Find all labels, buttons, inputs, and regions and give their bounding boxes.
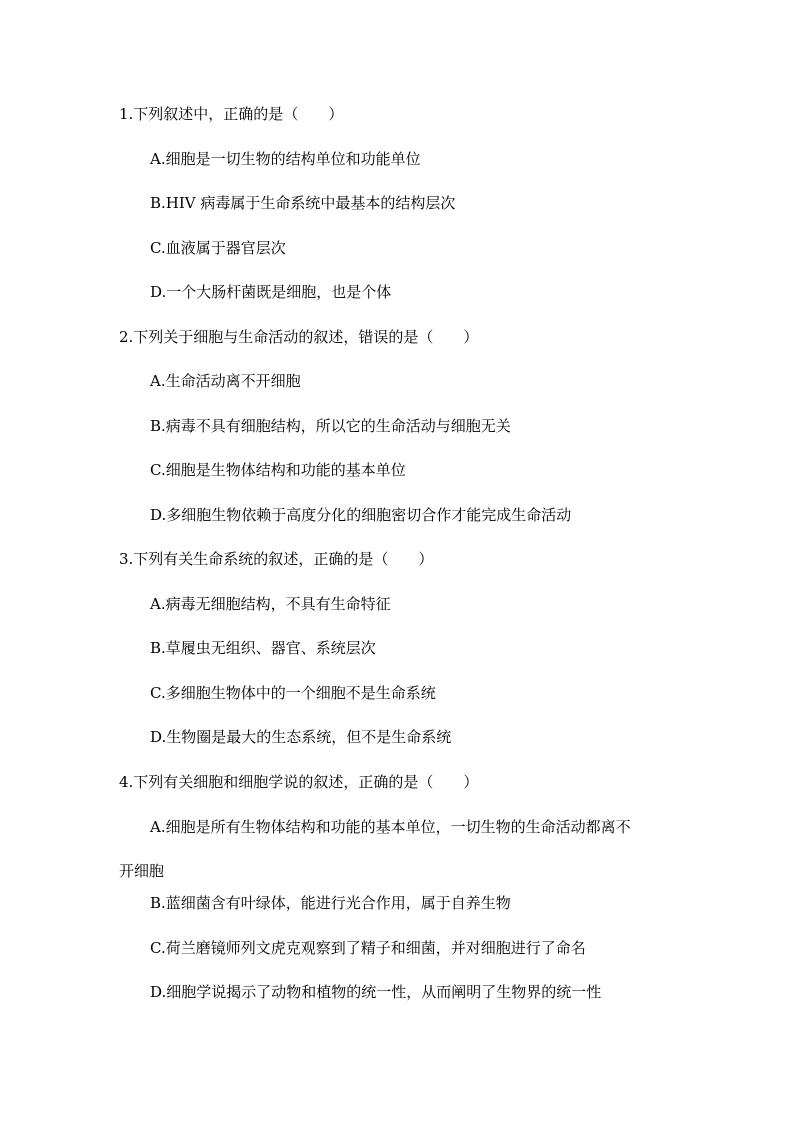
- question-1-option-c: C.血液属于器官层次: [150, 239, 286, 257]
- question-4-option-b: B.蓝细菌含有叶绿体，能进行光合作用，属于自养生物: [150, 894, 511, 912]
- question-3-stem: 3.下列有关生命系统的叙述，正确的是（ ）: [119, 550, 434, 568]
- question-2-option-a: A.生命活动离不开细胞: [150, 372, 301, 390]
- question-2-option-b: B.病毒不具有细胞结构，所以它的生命活动与细胞无关: [150, 417, 511, 435]
- question-4-option-c: C.荷兰磨镜师列文虎克观察到了精子和细菌，并对细胞进行了命名: [150, 939, 586, 957]
- question-2-stem: 2.下列关于细胞与生命活动的叙述，错误的是（ ）: [119, 328, 479, 346]
- question-3-option-a: A.病毒无细胞结构，不具有生命特征: [150, 595, 391, 613]
- question-3-option-c: C.多细胞生物体中的一个细胞不是生命系统: [150, 684, 436, 702]
- question-4-option-a: A.细胞是所有生物体结构和功能的基本单位，一切生物的生命活动都离不开细胞: [119, 818, 631, 880]
- question-1-stem: 1.下列叙述中，正确的是（ ）: [119, 105, 344, 123]
- question-1-option-b: B.HIV 病毒属于生命系统中最基本的结构层次: [150, 194, 456, 212]
- question-1-option-a: A.细胞是一切生物的结构单位和功能单位: [150, 150, 421, 168]
- question-4-option-d: D.细胞学说揭示了动物和植物的统一性，从而阐明了生物界的统一性: [150, 983, 602, 1001]
- question-3-option-d: D.生物圈是最大的生态系统，但不是生命系统: [150, 728, 452, 746]
- question-1-option-d: D.一个大肠杆菌既是细胞，也是个体: [150, 283, 392, 301]
- question-3-option-b: B.草履虫无组织、器官、系统层次: [150, 639, 376, 657]
- question-2-option-d: D.多细胞生物依赖于高度分化的细胞密切合作才能完成生命活动: [150, 506, 572, 524]
- question-4-stem: 4.下列有关细胞和细胞学说的叙述，正确的是（ ）: [119, 773, 479, 791]
- question-2-option-c: C.细胞是生物体结构和功能的基本单位: [150, 461, 406, 479]
